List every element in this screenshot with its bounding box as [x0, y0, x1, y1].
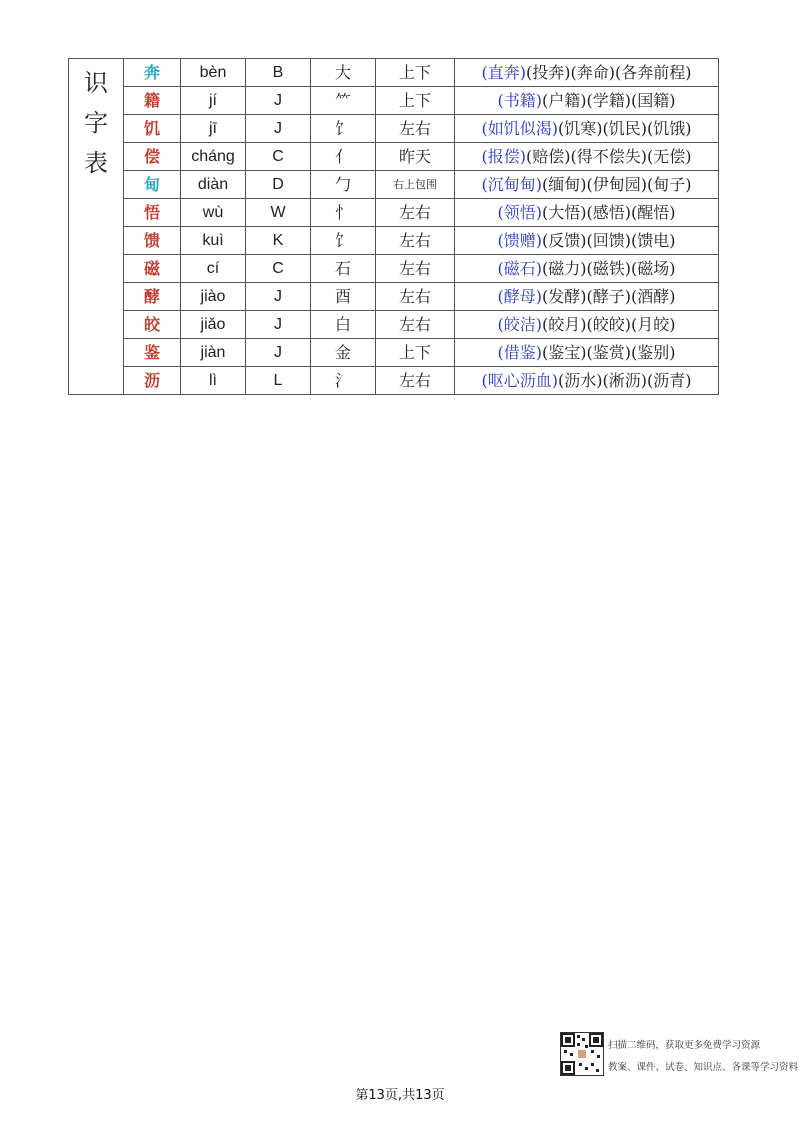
radical-cell: 石: [311, 255, 376, 283]
table-label-char: 识: [84, 69, 108, 97]
table-row: [69, 171, 719, 199]
structure-cell: 左右: [376, 283, 455, 311]
radical-cell: 白: [311, 311, 376, 339]
structure-cell: 左右: [376, 199, 455, 227]
radical-cell: 饣: [311, 227, 376, 255]
radical-cell: 忄: [311, 199, 376, 227]
structure-cell: 左右: [376, 115, 455, 143]
character-cell: 偿: [124, 143, 181, 171]
radical-cell: 大: [311, 59, 376, 87]
word-group-cell: [455, 143, 719, 171]
initial-letter-cell: W: [246, 199, 311, 227]
radical-cell: 亻: [311, 143, 376, 171]
word-group-cell: [455, 255, 719, 283]
table-row: [69, 59, 719, 87]
word-group-cell: [455, 59, 719, 87]
main-word: (呕心沥血): [481, 371, 559, 390]
table-row: [69, 199, 719, 227]
main-word: (馈赠): [497, 231, 543, 250]
initial-letter-cell: J: [246, 339, 311, 367]
main-word: (书籍): [497, 91, 543, 110]
character-cell: 籍: [124, 87, 181, 115]
pinyin-cell: cháng: [181, 143, 246, 171]
other-words: (缅甸)(伊甸园)(甸子): [542, 175, 692, 194]
promo-line-1: 扫描二维码，获取更多免费学习资源: [608, 1040, 761, 1051]
character-cell: 磁: [124, 255, 181, 283]
structure-cell: 左右: [376, 311, 455, 339]
table-row: [69, 227, 719, 255]
pinyin-cell: jī: [181, 115, 246, 143]
word-group-cell: [455, 339, 719, 367]
structure-cell: 上下: [376, 339, 455, 367]
structure-cell: 上下: [376, 87, 455, 115]
other-words: (赔偿)(得不偿失)(无偿): [526, 147, 692, 166]
pinyin-cell: bèn: [181, 59, 246, 87]
initial-letter-cell: C: [246, 255, 311, 283]
character-cell: 皎: [124, 311, 181, 339]
initial-letter-cell: L: [246, 367, 311, 395]
table-row: [69, 339, 719, 367]
page-number: 第13页,共13页: [355, 1088, 445, 1103]
character-cell: 甸: [124, 171, 181, 199]
structure-cell: 左右: [376, 367, 455, 395]
structure-cell: 右上包围: [376, 171, 455, 199]
radical-cell: 饣: [311, 115, 376, 143]
table-row: [69, 311, 719, 339]
main-word: (酵母): [497, 287, 543, 306]
table-label-cell: [69, 59, 124, 395]
table-row: [69, 367, 719, 395]
initial-letter-cell: J: [246, 87, 311, 115]
other-words: (皎月)(皎皎)(月皎): [542, 315, 676, 334]
pinyin-cell: jiǎo: [181, 311, 246, 339]
other-words: (大悟)(感悟)(醒悟): [542, 203, 676, 222]
structure-cell: 上下: [376, 59, 455, 87]
character-cell: 沥: [124, 367, 181, 395]
pinyin-cell: jiàn: [181, 339, 246, 367]
pinyin-cell: kuì: [181, 227, 246, 255]
main-word: (如饥似渴): [481, 119, 559, 138]
other-words: (饥寒)(饥民)(饥饿): [558, 119, 692, 138]
main-word: (磁石): [497, 259, 543, 278]
table-row: [69, 87, 719, 115]
main-word: (借鉴): [497, 343, 543, 362]
initial-letter-cell: J: [246, 283, 311, 311]
table-label-char: 字: [84, 109, 108, 137]
qr-code-image: [560, 1032, 604, 1076]
radical-cell: 酉: [311, 283, 376, 311]
radical-cell: 勹: [311, 171, 376, 199]
literacy-table: [68, 58, 719, 395]
main-word: (报偿): [481, 147, 527, 166]
character-cell: 奔: [124, 59, 181, 87]
word-group-cell: [455, 171, 719, 199]
main-word: (直奔): [481, 63, 527, 82]
character-cell: 饥: [124, 115, 181, 143]
main-word: (皎洁): [497, 315, 543, 334]
initial-letter-cell: J: [246, 115, 311, 143]
other-words: (投奔)(奔命)(各奔前程): [526, 63, 692, 82]
radical-cell: 金: [311, 339, 376, 367]
other-words: (发酵)(酵子)(酒酵): [542, 287, 676, 306]
table-row: [69, 115, 719, 143]
word-group-cell: [455, 227, 719, 255]
other-words: (磁力)(磁铁)(磁场): [542, 259, 676, 278]
radical-cell: 氵: [311, 367, 376, 395]
promo-text: [608, 1035, 798, 1079]
structure-cell: 左右: [376, 227, 455, 255]
initial-letter-cell: D: [246, 171, 311, 199]
other-words: (反馈)(回馈)(馈电): [542, 231, 676, 250]
table-row: [69, 255, 719, 283]
table-row: [69, 283, 719, 311]
character-cell: 酵: [124, 283, 181, 311]
initial-letter-cell: B: [246, 59, 311, 87]
character-cell: 鉴: [124, 339, 181, 367]
other-words: (鉴宝)(鉴赏)(鉴别): [542, 343, 676, 362]
pinyin-cell: cí: [181, 255, 246, 283]
other-words: (沥水)(淅沥)(沥青): [558, 371, 692, 390]
word-group-cell: [455, 367, 719, 395]
structure-cell: 昨天: [376, 143, 455, 171]
initial-letter-cell: K: [246, 227, 311, 255]
other-words: (户籍)(学籍)(国籍): [542, 91, 676, 110]
word-group-cell: [455, 311, 719, 339]
promo-line-2: 教案、课件、试卷、知识点、各课等学习资料: [608, 1062, 799, 1073]
pinyin-cell: lì: [181, 367, 246, 395]
main-word: (领悟): [497, 203, 543, 222]
word-group-cell: [455, 87, 719, 115]
structure-cell: 左右: [376, 255, 455, 283]
pinyin-cell: jiào: [181, 283, 246, 311]
word-group-cell: [455, 115, 719, 143]
word-group-cell: [455, 199, 719, 227]
pinyin-cell: jí: [181, 87, 246, 115]
table-label-char: 表: [84, 149, 108, 177]
character-cell: 悟: [124, 199, 181, 227]
radical-cell: ⺮: [311, 87, 376, 115]
initial-letter-cell: C: [246, 143, 311, 171]
initial-letter-cell: J: [246, 311, 311, 339]
character-cell: 馈: [124, 227, 181, 255]
pinyin-cell: diàn: [181, 171, 246, 199]
word-group-cell: [455, 283, 719, 311]
table-row: [69, 143, 719, 171]
pinyin-cell: wù: [181, 199, 246, 227]
main-word: (沉甸甸): [481, 175, 543, 194]
